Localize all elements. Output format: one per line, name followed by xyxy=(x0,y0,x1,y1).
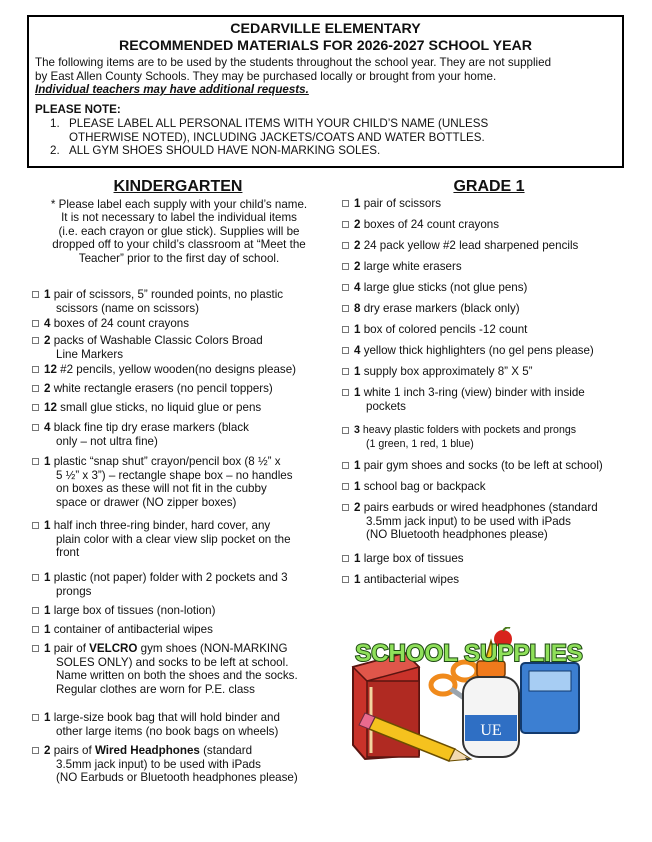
supply-text: heavy plastic folders with pockets and prongs xyxy=(362,424,577,436)
note-item xyxy=(35,144,616,158)
school-supplies-clipart xyxy=(345,627,591,765)
supply-item-first-line xyxy=(44,744,252,757)
supply-item-first-line xyxy=(44,317,189,330)
supply-quantity: 1 xyxy=(354,323,361,336)
checkbox-icon[interactable] xyxy=(342,389,349,396)
supply-quantity: 4 xyxy=(44,421,51,434)
note-item xyxy=(35,117,616,144)
supply-item-text xyxy=(354,386,639,413)
supply-text: large white erasers xyxy=(363,260,462,273)
supply-quantity: 2 xyxy=(354,260,361,273)
checkbox-icon[interactable] xyxy=(32,404,39,411)
supply-item xyxy=(339,323,639,337)
supply-quantity: 1 xyxy=(354,573,361,586)
supply-item-text xyxy=(44,334,327,361)
intro-text xyxy=(35,56,616,83)
checkbox-icon[interactable] xyxy=(32,714,39,721)
school-name: CEDARVILLE ELEMENTARY xyxy=(230,21,421,37)
supply-quantity: 12 xyxy=(44,363,57,376)
supply-quantity: 1 xyxy=(354,365,361,378)
supply-text: boxes of 24 count crayons xyxy=(363,218,500,231)
checkbox-icon[interactable] xyxy=(342,284,349,291)
supply-item-first-line xyxy=(354,386,585,399)
supply-text-continued: front xyxy=(56,546,80,560)
intro-line: The following items are to be used by the students throughout the school year. They are not supplied xyxy=(35,56,552,69)
kindergarten-column xyxy=(29,177,327,785)
intro-line: (i.e. each crayon or glue stick). Supplies will be xyxy=(58,224,300,238)
supply-quantity: 1 xyxy=(44,519,51,532)
supply-item-text xyxy=(44,623,327,637)
supply-text-continued: Name written on both the shoes and the socks. xyxy=(56,669,298,683)
supply-quantity: 2 xyxy=(44,382,51,395)
supply-item-text xyxy=(354,424,639,451)
supply-quantity: 1 xyxy=(354,552,361,565)
supply-item-first-line xyxy=(354,365,533,378)
supply-item-first-line xyxy=(44,288,283,301)
supply-item-text xyxy=(354,218,639,232)
checkbox-icon[interactable] xyxy=(32,747,39,754)
supply-item-text xyxy=(354,302,639,316)
supply-item-text xyxy=(354,323,639,337)
supply-quantity: 4 xyxy=(44,317,51,330)
supply-item-first-line xyxy=(44,519,270,532)
supply-text-continued: space or drawer (NO zipper boxes) xyxy=(56,495,237,509)
supply-quantity: 8 xyxy=(354,302,361,315)
supply-item xyxy=(339,239,639,253)
supply-text: #2 pencils, yellow wooden(no designs please) xyxy=(60,363,297,376)
supply-item-text xyxy=(354,501,639,542)
checkbox-icon[interactable] xyxy=(32,424,39,431)
supply-item-first-line xyxy=(44,382,273,395)
supply-item-text xyxy=(354,239,639,253)
supply-item-text xyxy=(44,288,327,315)
supply-item-first-line xyxy=(354,344,594,357)
supply-item-text xyxy=(44,455,327,509)
supply-item-first-line xyxy=(44,604,215,617)
supply-item-first-line xyxy=(354,480,486,493)
supply-text: container of antibacterial wipes xyxy=(53,623,213,636)
grade1-column xyxy=(339,177,639,586)
supply-item xyxy=(339,197,639,211)
supply-quantity: 1 xyxy=(44,623,51,636)
clipart-banner-text: SCHOOL SUPPLIES xyxy=(355,640,583,667)
supply-text: packs of Washable Classic Colors Broad xyxy=(53,334,263,347)
supply-item-text xyxy=(44,571,327,598)
supply-text: large box of tissues (non-lotion) xyxy=(53,604,216,617)
supply-text-continued: prongs xyxy=(56,584,92,598)
supply-item xyxy=(29,334,327,361)
intro-line: by East Allen County Schools. They may be purchased locally or brought from your home. xyxy=(35,69,497,83)
supply-item xyxy=(29,455,327,509)
checkbox-icon[interactable] xyxy=(32,645,39,652)
supply-text: pairs earbuds or wired headphones (standard xyxy=(363,501,598,514)
supply-item-first-line xyxy=(44,401,261,414)
supply-item-first-line xyxy=(44,363,296,376)
checkbox-icon[interactable] xyxy=(342,263,349,270)
supply-item-text xyxy=(354,344,639,358)
supply-text-continued: 3.5mm jack input) to be used with iPads xyxy=(56,757,261,771)
supply-quantity: 1 xyxy=(44,571,51,584)
supply-text: black fine tip dry erase markers (black xyxy=(53,421,249,434)
supply-item-text xyxy=(44,317,327,331)
supply-quantity: 1 xyxy=(44,288,51,301)
supply-item-text xyxy=(354,459,639,473)
supply-text-continued: only – not ultra fine) xyxy=(56,434,158,448)
supply-item-first-line xyxy=(354,239,578,252)
supply-item xyxy=(29,317,327,331)
supply-item-first-line xyxy=(354,552,464,565)
supply-text-continued: other large items (no book bags on wheels) xyxy=(56,724,279,738)
intro-line: Teacher” prior to the first day of school. xyxy=(78,251,280,265)
supply-text: white rectangle erasers (no pencil toppers) xyxy=(53,382,273,395)
supply-item-text xyxy=(354,281,639,295)
supply-text: gym shoes (NON-MARKING xyxy=(137,642,288,655)
supply-item-text xyxy=(44,363,327,377)
supply-quantity: 2 xyxy=(354,218,361,231)
supply-item xyxy=(339,573,639,587)
checkbox-icon[interactable] xyxy=(32,607,39,614)
supply-text: small glue sticks, no liquid glue or pens xyxy=(60,401,262,414)
supply-text-continued: 5 ½” x 3”) – rectangle shape box – no handles xyxy=(56,468,293,482)
supply-text-continued: scissors (name on scissors) xyxy=(56,301,200,315)
supply-item xyxy=(29,519,327,560)
supply-item xyxy=(29,642,327,696)
supply-text: pairs of xyxy=(53,744,95,757)
checkbox-icon[interactable] xyxy=(32,522,39,529)
supply-item-text xyxy=(44,744,327,785)
supply-quantity: 1 xyxy=(354,459,361,472)
supply-text: 24 pack yellow #2 lead sharpened pencils xyxy=(363,239,579,252)
supply-text: pair of scissors xyxy=(363,197,441,210)
supply-emphasis: Wired Headphones xyxy=(94,744,200,757)
supply-quantity: 1 xyxy=(44,455,51,468)
list-title: RECOMMENDED MATERIALS FOR 2026-2027 SCHOOL YEAR xyxy=(118,38,533,54)
glue-label: UE xyxy=(480,722,502,739)
supply-quantity: 3 xyxy=(354,424,360,436)
supply-item xyxy=(29,623,327,637)
supply-item-text xyxy=(44,711,327,738)
supply-item-text xyxy=(44,519,327,560)
supply-item-first-line xyxy=(44,455,281,468)
supply-text-continued: (NO Earbuds or Bluetooth headphones please) xyxy=(56,771,298,785)
supply-item-first-line xyxy=(354,323,527,336)
supply-text: large-size book bag that will hold binder and xyxy=(53,711,280,724)
supply-text-continued: SOLES ONLY) and socks to be left at school. xyxy=(56,655,289,669)
supply-text-continued: plain color with a clear view slip pocket on the xyxy=(56,532,291,546)
supply-text-continued: Regular clothes are worn for P.E. class xyxy=(56,682,255,696)
supply-item xyxy=(339,281,639,295)
supply-text: school bag or backpack xyxy=(363,480,486,493)
checkbox-icon[interactable] xyxy=(32,385,39,392)
supply-item xyxy=(339,344,639,358)
supply-quantity: 2 xyxy=(44,334,51,347)
supply-quantity: 12 xyxy=(44,401,57,414)
supply-quantity: 1 xyxy=(44,642,51,655)
supply-item-first-line xyxy=(44,623,213,636)
supply-item xyxy=(339,260,639,274)
supply-item xyxy=(29,571,327,598)
supply-item xyxy=(339,218,639,232)
supply-item xyxy=(29,363,327,377)
header-box xyxy=(27,15,624,168)
supply-text: pair of xyxy=(53,642,90,655)
supply-text: box of colored pencils -12 count xyxy=(363,323,528,336)
supply-item xyxy=(339,459,639,473)
intro-line: It is not necessary to label the individual items xyxy=(61,211,297,225)
supply-item-first-line xyxy=(44,421,249,434)
supply-item xyxy=(29,604,327,618)
supply-item xyxy=(29,401,327,415)
grade1-heading: GRADE 1 xyxy=(453,178,525,195)
supply-text: plastic (not paper) folder with 2 pockets and 3 xyxy=(53,571,288,584)
supply-text: boxes of 24 count crayons xyxy=(53,317,190,330)
supply-item xyxy=(29,421,327,448)
supply-emphasis: VELCRO xyxy=(89,642,138,655)
checkbox-icon[interactable] xyxy=(342,368,349,375)
checkbox-icon[interactable] xyxy=(342,221,349,228)
supply-item-first-line xyxy=(354,218,499,231)
supply-item xyxy=(339,386,639,413)
note-number: 1. xyxy=(50,117,60,130)
supply-item-text xyxy=(44,401,327,415)
supply-item-text xyxy=(354,365,639,379)
supply-item-first-line xyxy=(354,302,520,315)
supply-text: half inch three-ring binder, hard cover, any xyxy=(53,519,271,532)
supply-quantity: 1 xyxy=(354,386,361,399)
kindergarten-intro xyxy=(33,198,325,265)
checkbox-icon[interactable] xyxy=(342,347,349,354)
supply-item-text xyxy=(44,382,327,396)
supply-item-text xyxy=(354,197,639,211)
note-number: 2. xyxy=(50,144,60,157)
checkbox-icon[interactable] xyxy=(342,326,349,333)
checkbox-icon[interactable] xyxy=(342,462,349,469)
supply-text: large glue sticks (not glue pens) xyxy=(363,281,528,294)
supply-quantity: 2 xyxy=(354,501,361,514)
supply-item-text xyxy=(44,642,327,696)
supply-item-text xyxy=(354,573,639,587)
kindergarten-heading: KINDERGARTEN xyxy=(113,178,243,195)
checkbox-icon[interactable] xyxy=(342,555,349,562)
supply-item-first-line xyxy=(44,571,288,584)
note-line: OTHERWISE NOTED), INCLUDING JACKETS/COATS AND WATER BOTTLES. xyxy=(69,130,485,144)
supply-text: pair gym shoes and socks (to be left at school) xyxy=(363,459,603,472)
intro-emphasis: Individual teachers may have additional requests. xyxy=(35,83,309,96)
supply-item xyxy=(339,480,639,494)
supply-item-first-line xyxy=(354,281,527,294)
supply-text: antibacterial wipes xyxy=(363,573,460,586)
supply-text: dry erase markers (black only) xyxy=(363,302,520,315)
supply-item-first-line xyxy=(44,711,280,724)
supply-item xyxy=(29,744,327,785)
supply-text: pair of scissors, 5” rounded points, no plastic xyxy=(53,288,284,301)
supply-item-first-line xyxy=(354,260,462,273)
supply-text: plastic “snap shut” crayon/pencil box (8 ½” x xyxy=(53,455,281,468)
checkbox-icon[interactable] xyxy=(342,483,349,490)
supply-text-continued: Line Markers xyxy=(56,347,124,361)
supply-text-continued: pockets xyxy=(366,399,406,413)
note-list xyxy=(35,117,616,158)
supply-item xyxy=(339,365,639,379)
supply-quantity: 1 xyxy=(354,197,361,210)
note-line: PLEASE LABEL ALL PERSONAL ITEMS WITH YOUR CHILD’S NAME (UNLESS xyxy=(69,117,489,130)
supply-item xyxy=(29,711,327,738)
checkbox-icon[interactable] xyxy=(342,200,349,207)
checkbox-icon[interactable] xyxy=(32,626,39,633)
supply-text-continued: (1 green, 1 red, 1 blue) xyxy=(366,437,474,450)
notebook-icon xyxy=(521,663,579,733)
intro-line: * Please label each supply with your child’s name. xyxy=(50,198,308,211)
checkbox-icon[interactable] xyxy=(342,576,349,583)
note-line: ALL GYM SHOES SHOULD HAVE NON-MARKING SOLES. xyxy=(69,144,381,157)
supply-item-first-line xyxy=(44,642,288,655)
supply-item xyxy=(339,424,639,451)
supply-item-text xyxy=(44,604,327,618)
supply-item xyxy=(339,302,639,316)
supply-text: yellow thick highlighters (no gel pens please) xyxy=(363,344,594,357)
supply-item-text xyxy=(354,552,639,566)
supply-item xyxy=(339,501,639,542)
supply-text-continued: 3.5mm jack input) to be used with iPads xyxy=(366,514,571,528)
supply-text: large box of tissues xyxy=(363,552,464,565)
supply-quantity: 2 xyxy=(354,239,361,252)
supply-item-first-line xyxy=(354,501,598,514)
supply-item-first-line xyxy=(44,334,263,347)
supply-item-first-line xyxy=(354,459,603,472)
supply-item xyxy=(339,552,639,566)
supply-item xyxy=(29,288,327,315)
checkbox-icon[interactable] xyxy=(342,427,349,434)
supply-text-continued: (NO Bluetooth headphones please) xyxy=(366,528,548,542)
supply-item-text xyxy=(354,480,639,494)
supply-item-first-line xyxy=(354,197,441,210)
checkbox-icon[interactable] xyxy=(32,320,39,327)
supply-item-first-line xyxy=(354,573,459,586)
checkbox-icon[interactable] xyxy=(32,574,39,581)
supply-item-first-line xyxy=(354,424,576,436)
checkbox-icon[interactable] xyxy=(32,366,39,373)
supply-text: supply box approximately 8” X 5” xyxy=(363,365,533,378)
supply-text: white 1 inch 3-ring (view) binder with inside xyxy=(363,386,585,399)
checkbox-icon[interactable] xyxy=(32,291,39,298)
checkbox-icon[interactable] xyxy=(342,305,349,312)
supply-item-text xyxy=(354,260,639,274)
supply-quantity: 2 xyxy=(44,744,51,757)
note-title: PLEASE NOTE: xyxy=(35,103,121,116)
checkbox-icon[interactable] xyxy=(342,242,349,249)
checkbox-icon[interactable] xyxy=(32,337,39,344)
checkbox-icon[interactable] xyxy=(342,504,349,511)
supply-quantity: 1 xyxy=(44,711,51,724)
supply-quantity: 1 xyxy=(354,480,361,493)
supply-text-continued: on boxes as these will not fit in the cubby xyxy=(56,482,267,496)
supply-quantity: 4 xyxy=(354,344,361,357)
supply-text: (standard xyxy=(199,744,253,757)
supply-quantity: 4 xyxy=(354,281,361,294)
checkbox-icon[interactable] xyxy=(32,458,39,465)
intro-line: dropped off to your child’s classroom at “Meet the xyxy=(52,238,306,252)
supply-quantity: 1 xyxy=(44,604,51,617)
supply-item-text xyxy=(44,421,327,448)
supply-item xyxy=(29,382,327,396)
